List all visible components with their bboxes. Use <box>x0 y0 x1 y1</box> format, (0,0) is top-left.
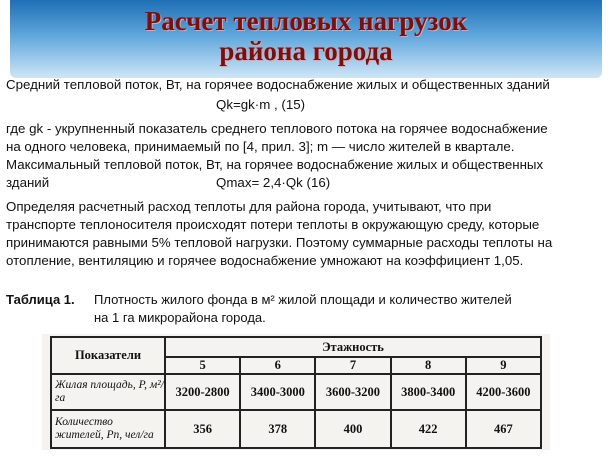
table-cell: 3200-2800 <box>165 374 240 410</box>
table-cell: 400 <box>315 410 390 448</box>
table-cell: 3400-3000 <box>240 374 315 410</box>
table-cell: 467 <box>466 410 541 448</box>
title-line-2: района города <box>219 36 393 66</box>
row-label-living-area: Жилая площадь, P, м²/га <box>51 374 165 410</box>
table-cell: 3800-3400 <box>391 374 466 410</box>
header-floors-group: Этажность <box>165 337 541 357</box>
table-cell: 422 <box>391 410 466 448</box>
header-indicators: Показатели <box>51 337 165 374</box>
slide-title <box>10 6 602 66</box>
table-caption-line-1: Плотность жилого фонда в м² жилой площади и количество жителей <box>94 292 512 307</box>
table-row <box>51 410 541 448</box>
header-floor: 5 <box>165 357 240 374</box>
paragraph-3-line-3: принимаются равными 5% тепловой нагрузки. Поэтому суммарные расходы теплоты на <box>6 235 553 250</box>
table-row <box>51 374 541 410</box>
table-caption-line-2: на 1 га микрорайона города. <box>94 310 266 325</box>
formula-15: Qk=gk·m , (15) <box>216 97 306 112</box>
row-label-residents: Количество жителей, Pп, чел/га <box>51 410 165 448</box>
paragraph-3-line-1: Определяя расчетный расход теплоты для района города, учитывают, что при <box>6 199 492 214</box>
header-floor: 6 <box>240 357 315 374</box>
paragraph-3-line-4: отопление, вентиляцию и горячее водоснабжение умножают на коэффициент 1,05. <box>6 253 524 268</box>
table-cell: 3600-3200 <box>315 374 390 410</box>
density-table <box>50 336 542 449</box>
table-cell: 378 <box>240 410 315 448</box>
header-floor: 7 <box>315 357 390 374</box>
paragraph-2-line-4: зданий <box>6 175 50 190</box>
header-floor: 8 <box>391 357 466 374</box>
paragraph-3-line-2: транспорте теплоносителя происходят потери теплоты в окружающую среду, которые <box>6 217 540 232</box>
paragraph-2-line-1: где gk - укрупненный показатель среднего теплового потока на горячее водоснабжение <box>6 121 548 136</box>
title-line-1: Расчет тепловых нагрузок <box>144 6 468 36</box>
table-label: Таблица 1. <box>6 292 75 307</box>
paragraph-2-line-2: на одного человека, принимаемый по [4, прил. 3]; m — число жителей в квартале. <box>6 139 515 154</box>
header-floor: 9 <box>466 357 541 374</box>
paragraph-1-line-1: Средний тепловой поток, Вт, на горячее водоснабжение жилых и общественных зданий <box>6 77 550 92</box>
table-cell: 356 <box>165 410 240 448</box>
paragraph-2-line-3: Максимальный тепловой поток, Вт, на горячее водоснабжение жилых и общественных <box>6 157 544 172</box>
formula-16: Qmax= 2,4·Qk (16) <box>216 175 331 190</box>
table-cell: 4200-3600 <box>466 374 541 410</box>
